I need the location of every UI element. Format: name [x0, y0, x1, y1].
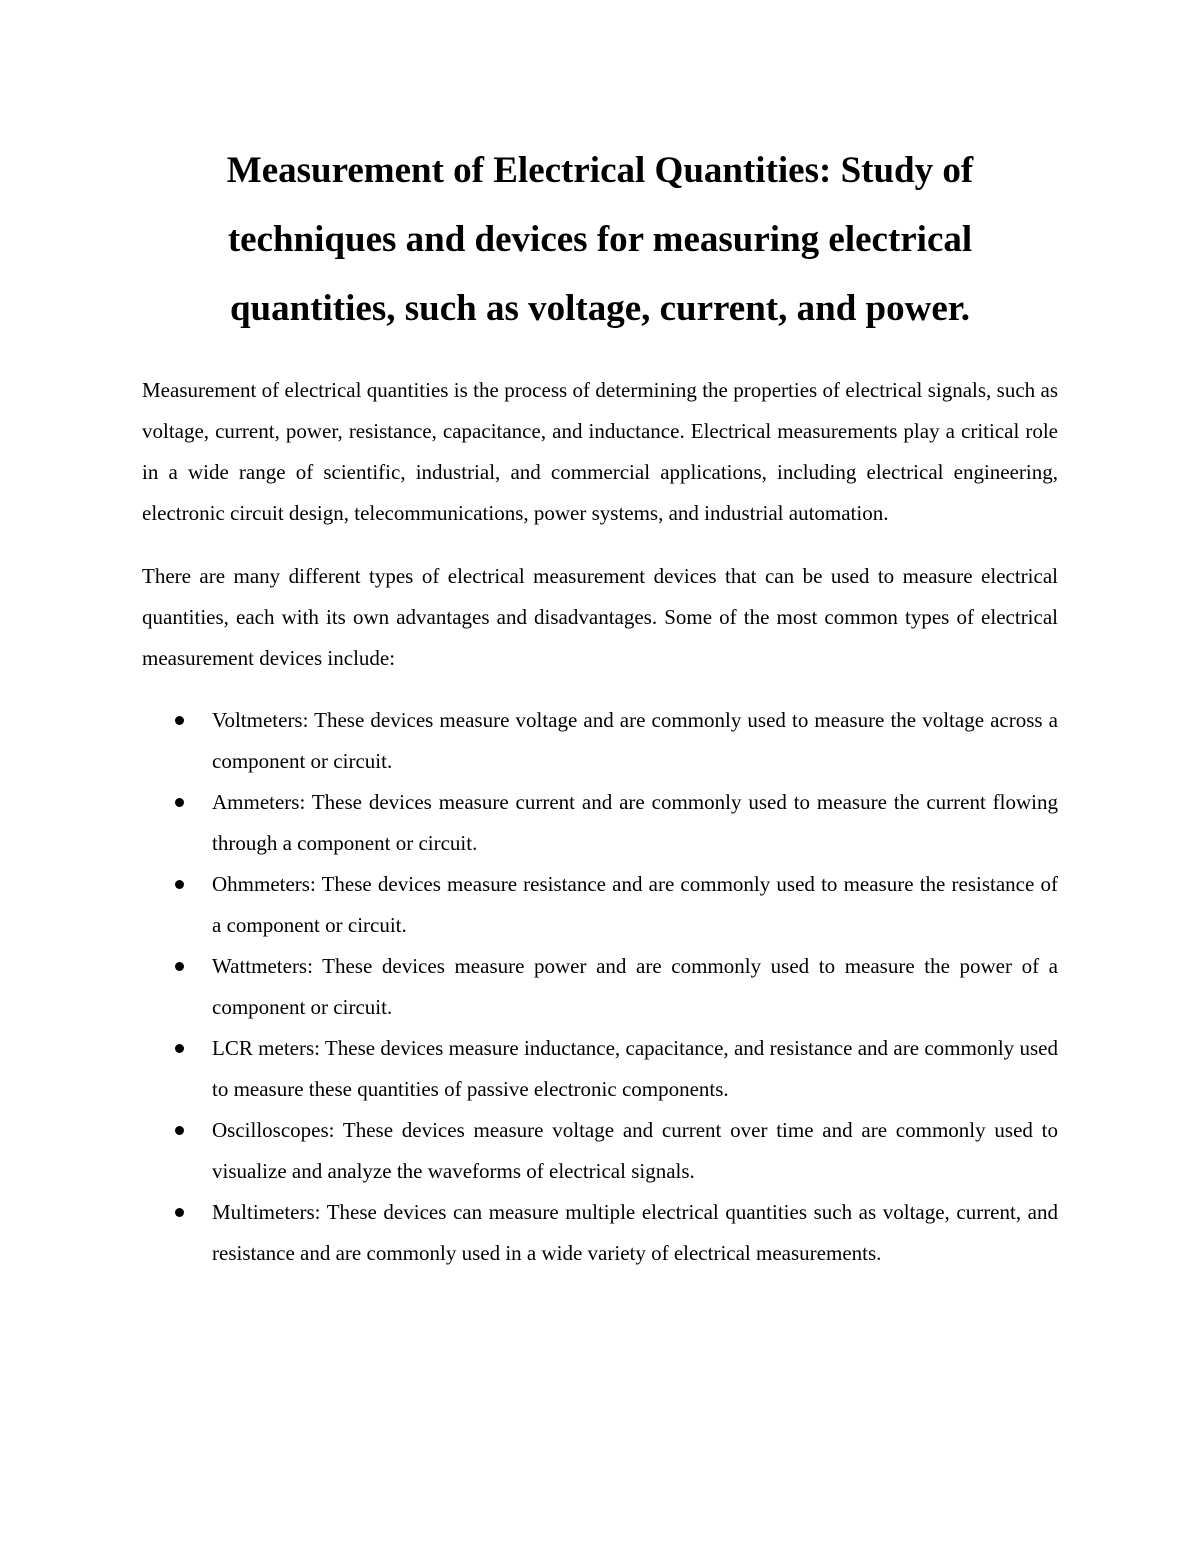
- bullet-icon: [175, 962, 184, 971]
- list-item-text: Oscilloscopes: These devices measure voltage and current over time and are commonly used to visualize and analyze the waveforms of electrical signals.: [212, 1118, 1058, 1183]
- list-item-text: Voltmeters: These devices measure voltage and are commonly used to measure the voltage across a component or circuit.: [212, 708, 1058, 773]
- document-title: Measurement of Electrical Quantities: Study of techniques and devices for measuring electrical quantities, such as voltage, current, and power.: [226, 150, 974, 329]
- list-item-text: Multimeters: These devices can measure multiple electrical quantities such as voltage, current, and resistance and are commonly used in a wide variety of electrical measurements.: [212, 1200, 1058, 1265]
- list-item-text: LCR meters: These devices measure inductance, capacitance, and resistance and are commonly used to measure these quantities of passive electronic components.: [212, 1036, 1058, 1101]
- list-item-text: Wattmeters: These devices measure power and are commonly used to measure the power of a component or circuit.: [212, 954, 1058, 1019]
- list-item-text: Ammeters: These devices measure current and are commonly used to measure the current flowing through a component or circuit.: [212, 790, 1058, 855]
- list-item: [142, 782, 1058, 864]
- bullet-icon: [175, 1208, 184, 1217]
- device-list: [142, 700, 1058, 1274]
- bullet-icon: [175, 1126, 184, 1135]
- list-item: [142, 1192, 1058, 1274]
- bullet-icon: [175, 798, 184, 807]
- document-body: [142, 136, 1058, 1274]
- intro-paragraph: Measurement of electrical quantities is the process of determining the properties of electrical signals, such as voltage, current, power, resistance, capacitance, and inductance. Electrical measurements play a critical role in a wide range of scientific, industrial, and commercial applications, including electrical engineering, electronic circuit design, telecommunications, power systems, and industrial automation.: [142, 378, 1058, 525]
- bullet-icon: [175, 716, 184, 725]
- list-item: [142, 946, 1058, 1028]
- list-item: [142, 1028, 1058, 1110]
- bullet-icon: [175, 1044, 184, 1053]
- list-item: [142, 864, 1058, 946]
- bullet-icon: [175, 880, 184, 889]
- list-item: [142, 700, 1058, 782]
- list-item-text: Ohmmeters: These devices measure resistance and are commonly used to measure the resistance of a component or circuit.: [212, 872, 1058, 937]
- list-item: [142, 1110, 1058, 1192]
- devices-intro-paragraph: There are many different types of electrical measurement devices that can be used to measure electrical quantities, each with its own advantages and disadvantages. Some of the most common types of electrical measurement devices include:: [142, 564, 1058, 670]
